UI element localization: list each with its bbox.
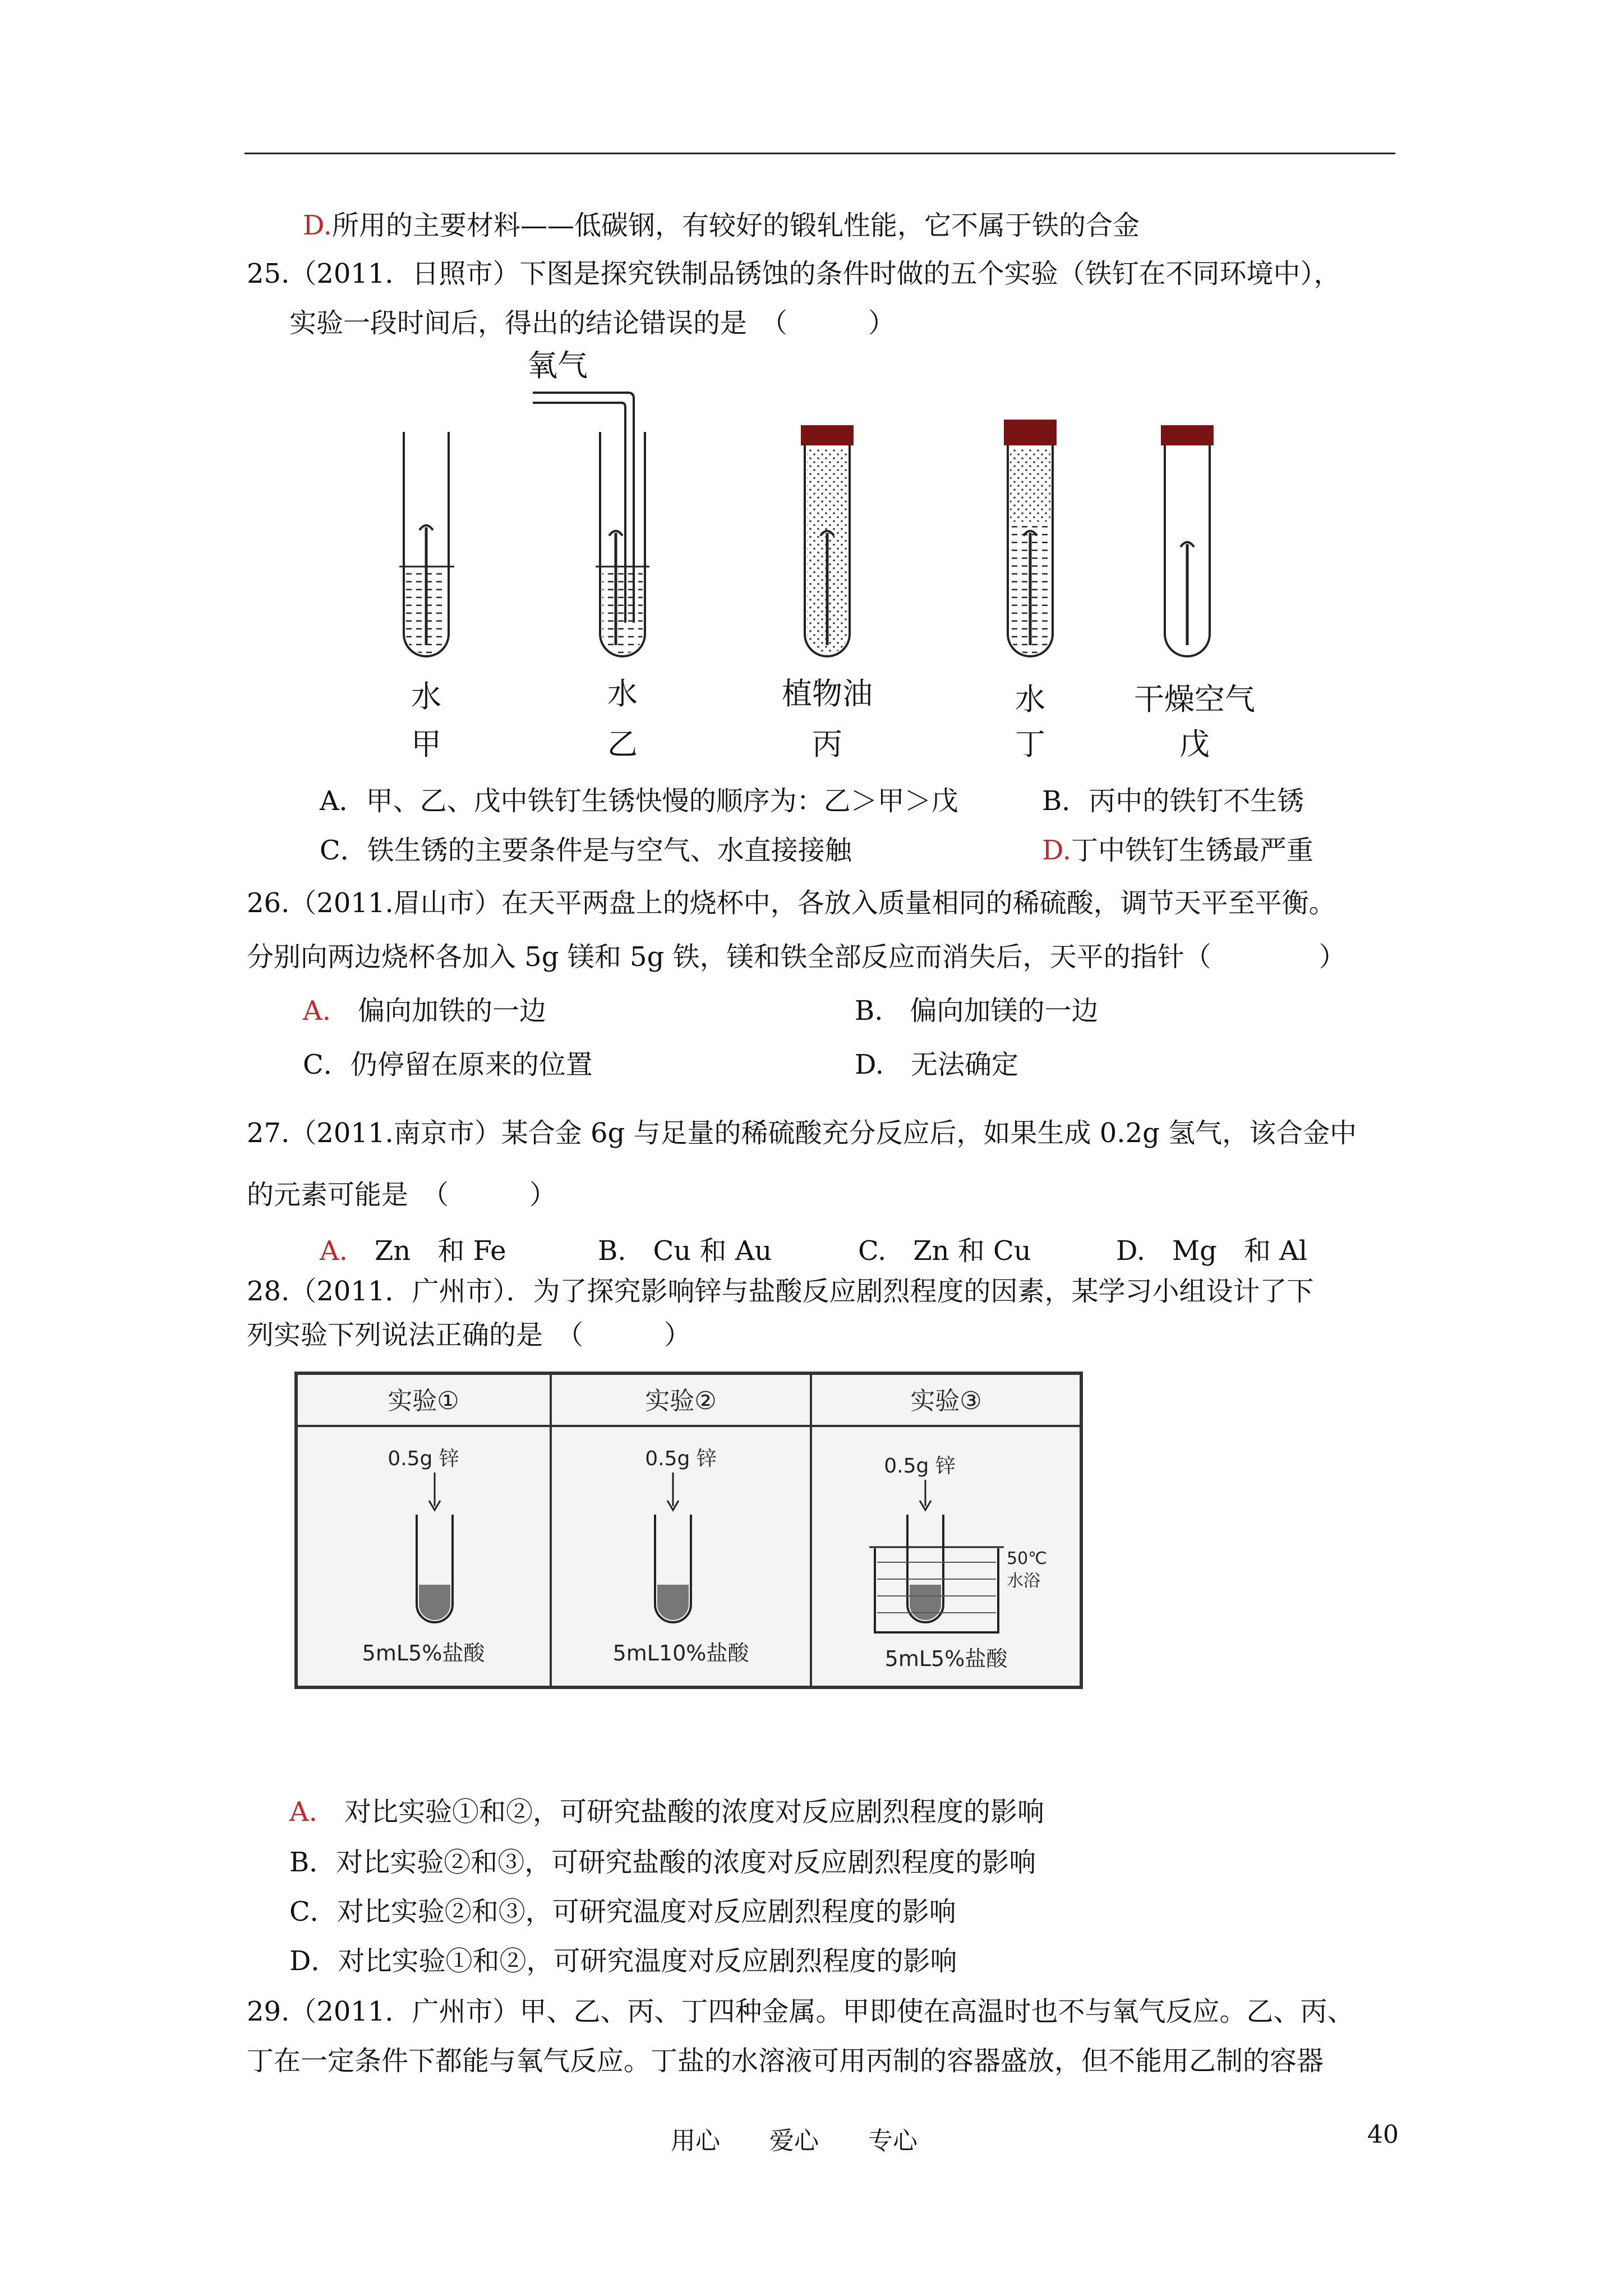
header-rule: [245, 153, 1395, 154]
q28-option-b: B．对比实验②和③，可研究盐酸的浓度对反应剧烈程度的影响: [289, 1847, 1036, 1878]
tube-wu: [1161, 425, 1214, 656]
q25-option-d: D.丁中铁钉生锈最严重: [1042, 835, 1314, 866]
q29-stem-line2: 丁在一定条件下都能与氧气反应。丁盐的水溶液可用丙制的容器盛放，但不能用乙制的容器: [247, 2045, 1324, 2077]
bath-temperature: 50℃: [1007, 1549, 1047, 1568]
tube-jia: [399, 432, 454, 656]
q25-option-a: A．甲、乙、戊中铁钉生锈快慢的顺序为：乙＞甲＞戊: [320, 785, 958, 817]
q28-stem-line2: 列实验下列说法正确的是 （ ）: [247, 1319, 691, 1351]
svg-text:0.5g 锌: 0.5g 锌: [388, 1447, 459, 1470]
exp3-header: 实验③: [910, 1387, 982, 1415]
svg-text:0.5g 锌: 0.5g 锌: [884, 1455, 956, 1478]
q26-option-a: A. 偏向加铁的一边: [303, 995, 546, 1027]
q25-stem-line2: 实验一段时间后，得出的结论错误的是 （ ）: [289, 307, 896, 339]
tube-bing-medium: 植物油: [782, 676, 873, 711]
tube-yi-name: 乙: [607, 726, 638, 762]
q26-option-d: D. 无法确定: [855, 1049, 1019, 1080]
footer-motto: 用心 爱心 专心: [671, 2127, 917, 2155]
tube-ding-medium: 水: [1015, 682, 1045, 717]
tube-bing-name: 丙: [812, 726, 842, 762]
q24-option-d: D.所用的主要材料——低碳钢，有较好的锻轧性能，它不属于铁的合金: [303, 210, 1140, 241]
q29-stem-line1: 29.（2011．广州市）甲、乙、丙、丁四种金属。甲即使在高温时也不与氧气反应。乙、丙、: [247, 1996, 1354, 2027]
q25-option-c: C．铁生锈的主要条件是与空气、水直接接触: [320, 835, 852, 866]
q26-option-b: B. 偏向加镁的一边: [855, 995, 1099, 1027]
tube-jia-name: 甲: [411, 726, 441, 762]
tube-jia-medium: 水: [411, 679, 441, 714]
q27-option-b: B. Cu 和 Au: [598, 1235, 772, 1267]
oxygen-label: 氧气: [527, 348, 588, 383]
q27-stem-line1: 27.（2011.南京市）某合金 6g 与足量的稀硫酸充分反应后，如果生成 0.2g 氢气，该合金中: [247, 1117, 1357, 1149]
svg-text:0.5g 锌: 0.5g 锌: [645, 1447, 717, 1470]
q27-stem-line2: 的元素可能是 （ ）: [247, 1179, 557, 1211]
exp1-acid: 5mL5%盐酸: [362, 1641, 485, 1665]
q28-experiment-table: [292, 1369, 1088, 1694]
q27-option-d: D. Mg 和 Al: [1116, 1235, 1308, 1267]
q25-test-tube-figure: [365, 342, 1290, 769]
exp2-header: 实验②: [645, 1387, 717, 1415]
q28-option-a: A. 对比实验①和②，可研究盐酸的浓度对反应剧烈程度的影响: [289, 1796, 1044, 1828]
page-number: 40: [1367, 2120, 1399, 2149]
q28-option-d: D．对比实验①和②，可研究温度对反应剧烈程度的影响: [289, 1945, 957, 1977]
q25-stem-line1: 25.（2011．日照市）下图是探究铁制品锈蚀的条件时做的五个实验（铁钉在不同环境中），: [247, 258, 1341, 289]
q27-option-a: A. Zn 和 Fe: [320, 1235, 506, 1267]
tube-ding: [1004, 420, 1057, 656]
q26-stem-line2: 分别向两边烧杯各加入 5g 镁和 5g 铁，镁和铁全部反应而消失后，天平的指针（ ）: [247, 941, 1346, 973]
q25-option-b: B．丙中的铁钉不生锈: [1042, 785, 1304, 817]
q27-option-c: C. Zn 和 Cu: [858, 1235, 1031, 1267]
tube-wu-medium: 干燥空气: [1134, 682, 1255, 717]
exp2-acid: 5mL10%盐酸: [612, 1641, 749, 1665]
exp3-acid: 5mL5%盐酸: [884, 1646, 1008, 1671]
q26-stem-line1: 26.（2011.眉山市）在天平两盘上的烧杯中，各放入质量相同的稀硫酸，调节天平至平衡。: [247, 887, 1336, 919]
tube-ding-name: 丁: [1015, 726, 1045, 762]
bath-label: 水浴: [1007, 1571, 1040, 1591]
q28-stem-line1: 28.（2011．广州市）．为了探究影响锌与盐酸反应剧烈程度的因素，某学习小组设计了下: [247, 1276, 1314, 1307]
exp1-header: 实验①: [388, 1387, 459, 1415]
tube-yi: [533, 393, 649, 656]
q28-option-c: C．对比实验②和③，可研究温度对反应剧烈程度的影响: [289, 1896, 956, 1927]
tube-bing: [801, 425, 854, 656]
tube-yi-medium: 水: [607, 676, 638, 711]
tube-wu-name: 戊: [1179, 726, 1210, 762]
q26-option-c: C．仍停留在原来的位置: [303, 1049, 593, 1080]
